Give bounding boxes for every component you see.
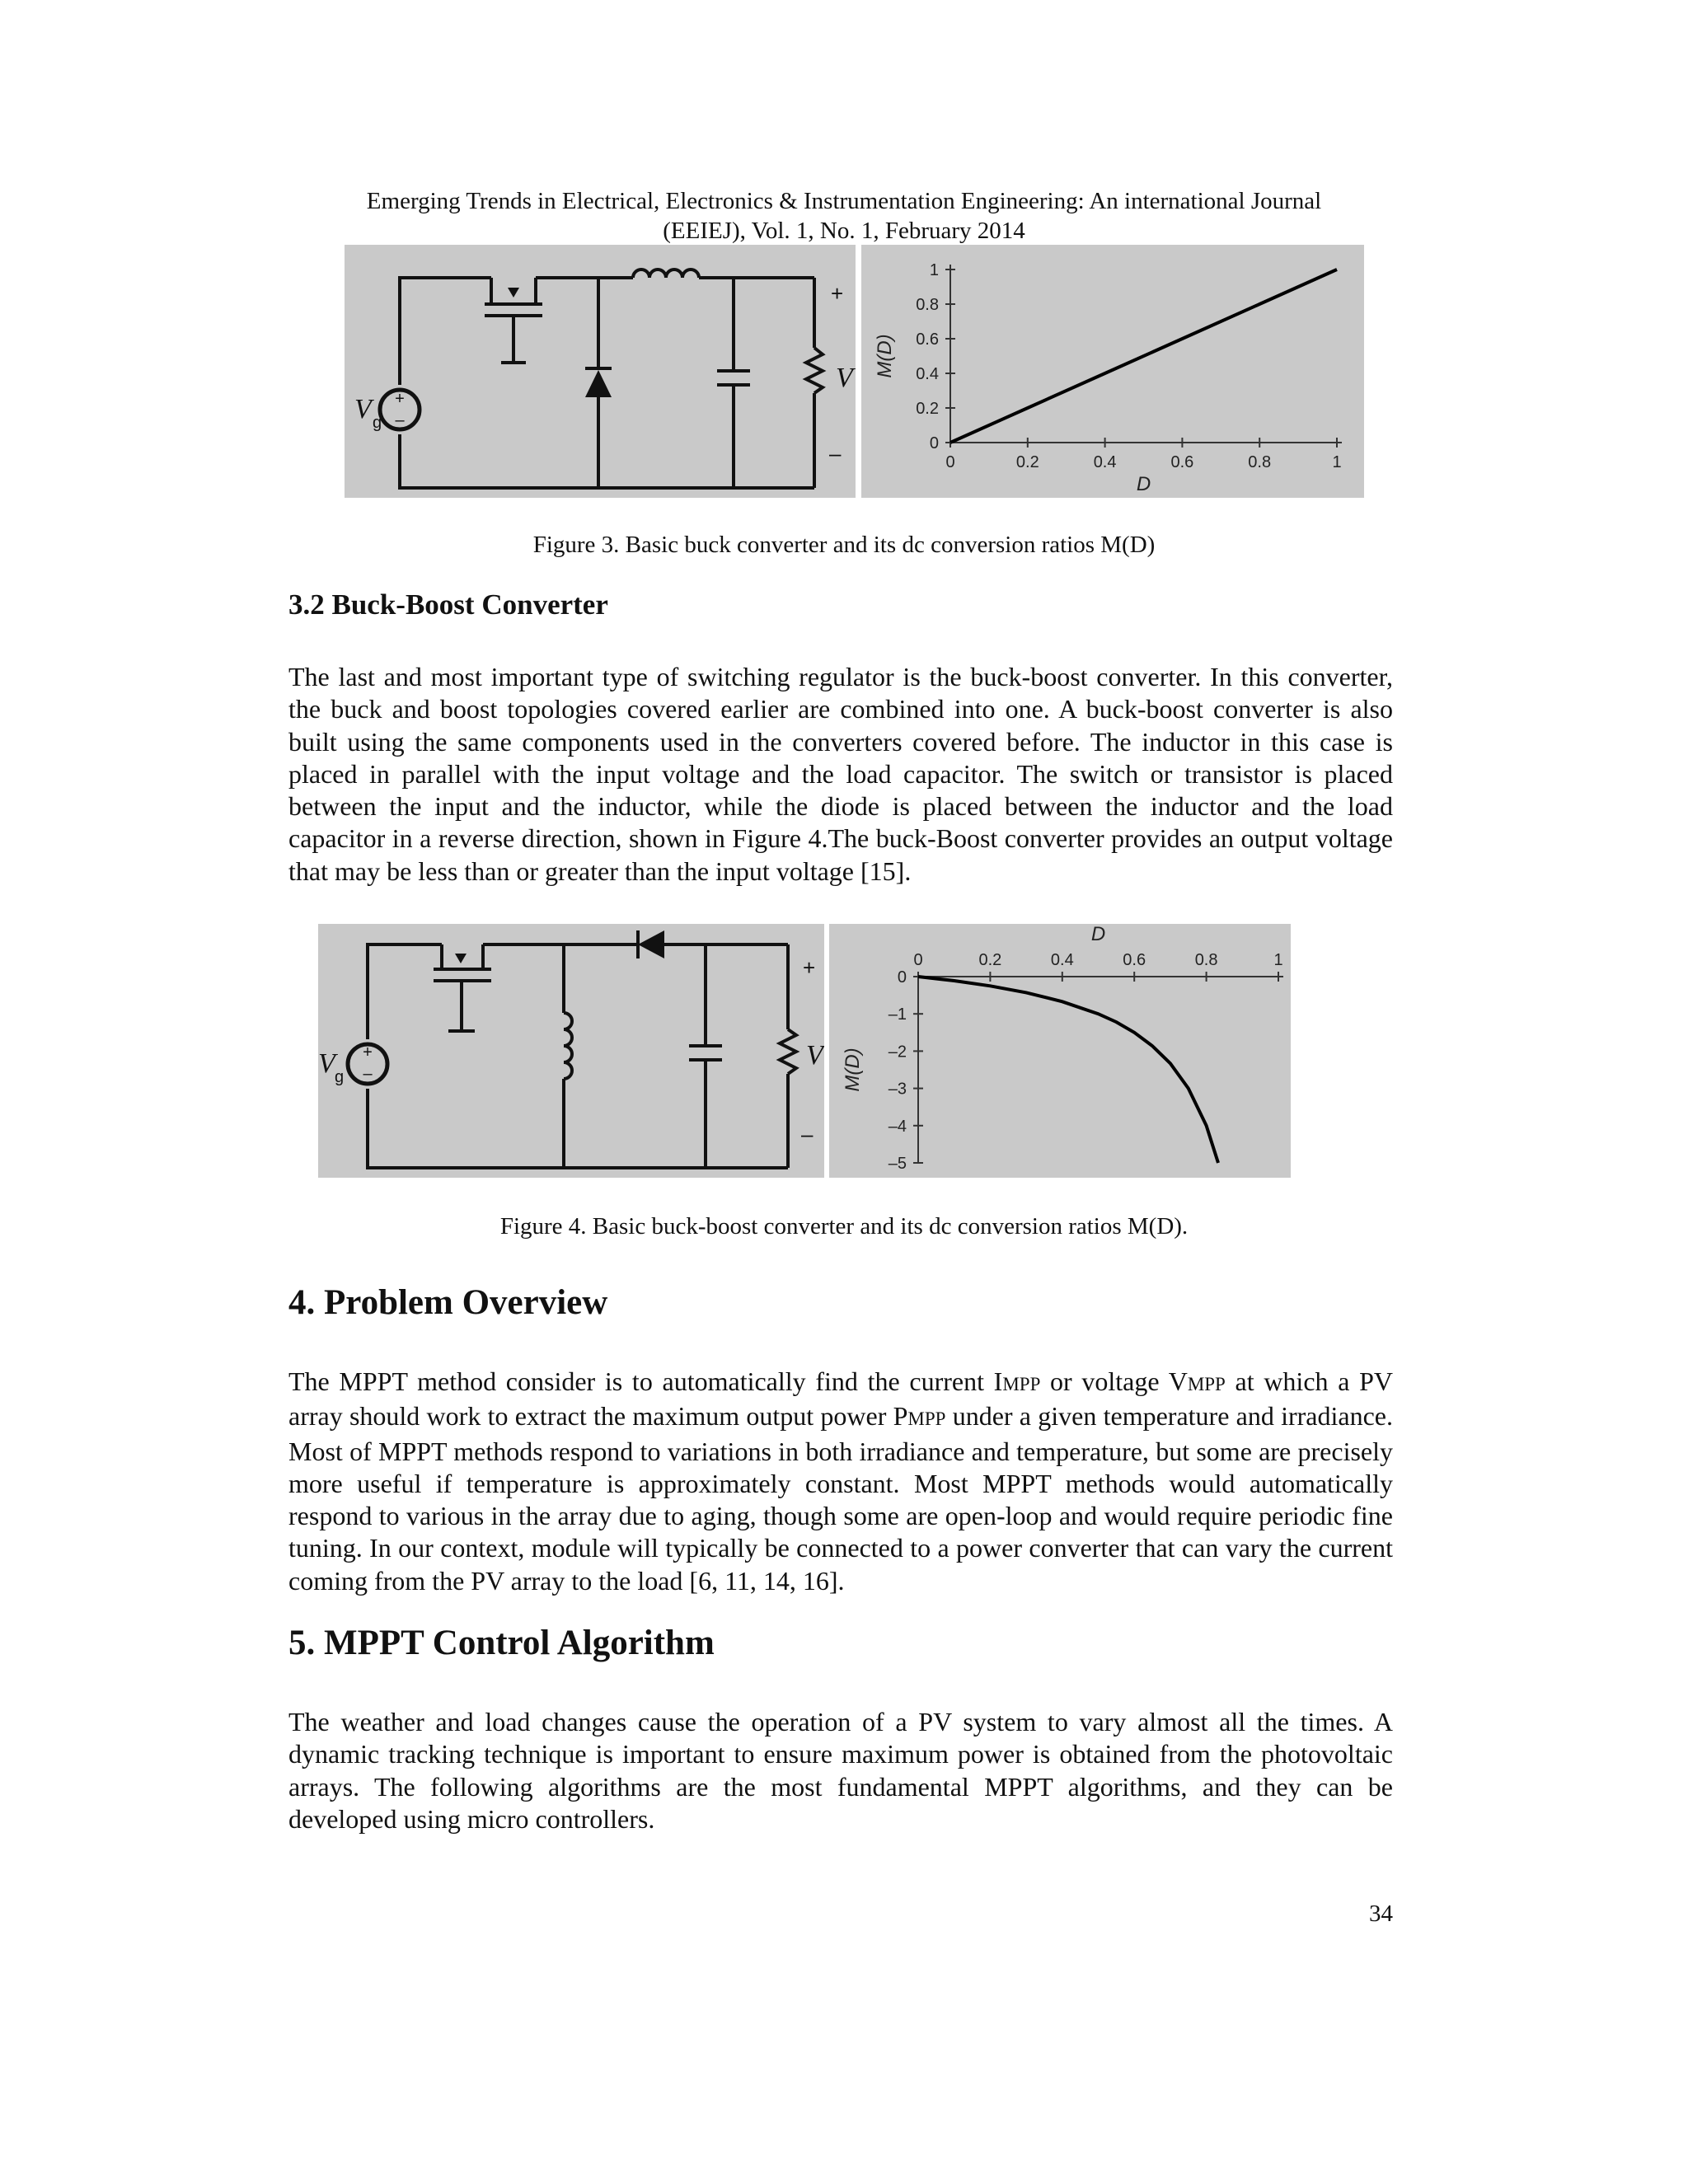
x-tick-label: 0.6 [1170, 453, 1194, 471]
fig3-output-plus: + [831, 281, 844, 306]
x-tick-label: 0.8 [1194, 951, 1218, 969]
section-5-title: 5. MPPT Control Algorithm [288, 1624, 715, 1662]
section-4-paragraph [288, 1366, 1393, 1597]
section-5-paragraph: The weather and load changes cause the operation of a PV system to vary almost all the times. A dynamic tracking technique is important to ensure maximum power is obtained from the photovoltaic arrays. The following algorithms are the most fundamental MPPT algorithms, and they can be developed using micro controllers. [288, 1707, 1393, 1834]
page-number: 34 [1369, 1900, 1393, 1927]
x-tick-label: 0.8 [1248, 453, 1272, 471]
fig3-output-minus: – [829, 441, 842, 466]
section-4-text-b: or voltage V [1040, 1366, 1188, 1396]
section-4-title: 4. Problem Overview [288, 1283, 608, 1322]
y-tick-label: –4 [888, 1117, 907, 1136]
section-4-text-c: at which a PV array should work to extract the maximum output power P [288, 1366, 1394, 1432]
y-tick-label: 1 [929, 261, 939, 279]
y-tick-label: 0 [897, 968, 907, 987]
fig3-output-label: V [836, 363, 853, 393]
figure4-circuit [318, 924, 824, 1178]
y-tick-label: 0.6 [916, 330, 939, 349]
fig4-output-plus: + [803, 955, 816, 980]
buck-boost-circuit-diagram [318, 924, 824, 1178]
impp-subscript: MPP [1002, 1374, 1041, 1394]
x-axis-label: D [1090, 924, 1106, 945]
section-3-2-title: 3.2 Buck-Boost Converter [288, 588, 608, 621]
figure3-caption: Figure 3. Basic buck converter and its dc conversion ratios M(D) [532, 532, 1156, 558]
x-axis-label: D [1136, 473, 1151, 495]
journal-header [247, 186, 1441, 246]
source-plus-sign: + [363, 1043, 373, 1062]
buck-circuit-diagram [345, 245, 856, 498]
source-plus-sign: + [395, 390, 405, 408]
series-line [918, 977, 1218, 1163]
fig4-source-subscript: g [335, 1068, 345, 1086]
x-tick-label: 0 [913, 951, 923, 969]
section-4-text-a: The MPPT method consider is to automatically find the current I [288, 1366, 1003, 1396]
figure3-chart-panel [861, 245, 1364, 498]
figure4-caption: Figure 4. Basic buck-boost converter and its dc conversion ratios M(D). [499, 1213, 1189, 1240]
figure4-chart [829, 924, 1291, 1178]
y-tick-label: 0 [929, 434, 939, 452]
x-tick-label: 0.2 [1015, 453, 1039, 471]
x-tick-label: 0.4 [1050, 951, 1074, 969]
x-tick-label: 0.4 [1093, 453, 1117, 471]
y-tick-label: 0.8 [916, 296, 939, 314]
y-tick-label: –2 [888, 1043, 907, 1062]
x-tick-label: 0.2 [978, 951, 1002, 969]
x-tick-label: 0 [945, 453, 955, 471]
y-tick-label: –3 [888, 1080, 907, 1099]
y-tick-label: 0.2 [916, 400, 939, 418]
figure3-circuit [345, 245, 856, 498]
source-minus-sign: – [395, 411, 405, 429]
fig4-source-label: V [318, 1048, 335, 1079]
section-4-text-d: under a given temperature and irradiance. Most of MPPT methods respond to variations in both irradiance and temperature, but some are precisely more useful if temperature is approximately constant. Most MPPT methods would automatically respond to various in the array due to aging, though some are open-loop and would require periodic fine tuning. In our context, module will typically be connected to a power converter that can vary the current coming from the PV array to the load [6, 11, 14, 16]. [288, 1401, 1394, 1596]
y-tick-label: 0.4 [916, 365, 939, 383]
journal-header-line1: Emerging Trends in Electrical, Electronics & Instrumentation Engineering: An international Journal [366, 188, 1322, 214]
fig3-source-subscript: g [373, 414, 382, 432]
y-axis-label: M(D) [842, 1047, 864, 1092]
fig3-source-label: V [354, 394, 372, 424]
y-tick-label: –1 [888, 1005, 907, 1024]
x-tick-label: 1 [1332, 453, 1342, 471]
section-3-2-paragraph: The last and most important type of switching regulator is the buck-boost converter. In this converter, the buck and boost topologies covered earlier are combined into one. A buck-boost converter is also built using the same components used in the converters covered before. The inductor in this case is placed in parallel with the input voltage and the load capacitor. The switch or transistor is placed between the input and the inductor, while the diode is placed between the inductor and the load capacitor in a reverse direction, shown in Figure 4.The buck-Boost converter provides an output voltage that may be less than or greater than the input voltage [15]. [288, 662, 1393, 886]
x-tick-label: 0.6 [1123, 951, 1146, 969]
vmpp-subscript: MPP [1187, 1374, 1226, 1394]
series-line [950, 269, 1337, 443]
journal-header-line2: (EEIEJ), Vol. 1, No. 1, February 2014 [663, 218, 1025, 244]
figure4-chart-panel [829, 924, 1291, 1178]
x-tick-label: 1 [1273, 951, 1283, 969]
figure3-chart [861, 245, 1364, 498]
fig4-output-label: V [806, 1040, 823, 1071]
fig4-output-minus: – [801, 1122, 814, 1146]
y-tick-label: –5 [888, 1155, 907, 1173]
pmpp-subscript: MPP [907, 1408, 946, 1430]
source-minus-sign: – [363, 1065, 373, 1083]
y-axis-label: M(D) [874, 334, 896, 378]
